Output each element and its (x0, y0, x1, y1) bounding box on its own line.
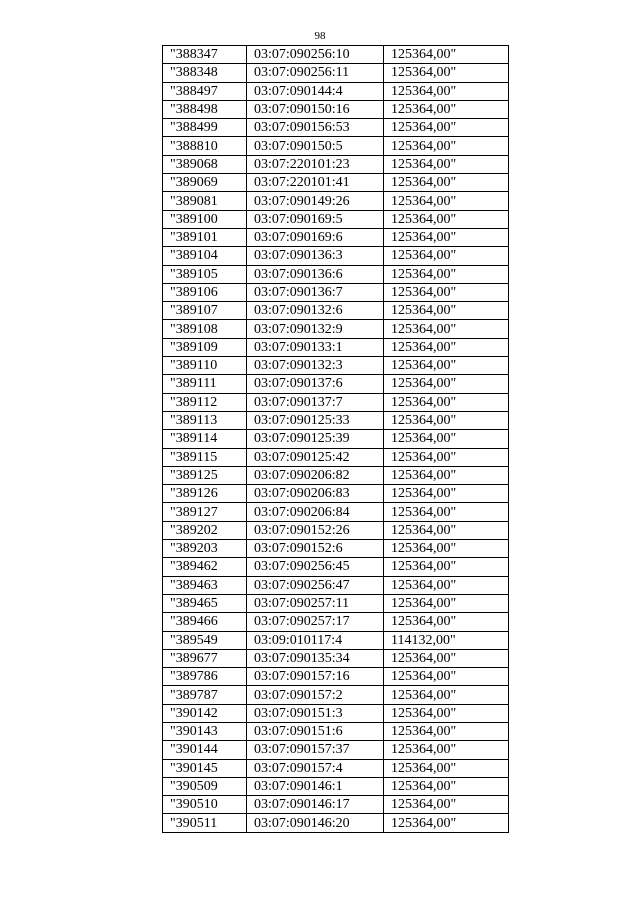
amount-cell: 125364,00" (384, 46, 509, 64)
cadastral-number-cell: 03:07:090146:17 (247, 796, 384, 814)
cadastral-number-cell: 03:07:090157:16 (247, 668, 384, 686)
table-row (163, 741, 509, 759)
amount-cell: 125364,00" (384, 247, 509, 265)
cadastral-number-cell: 03:07:090256:47 (247, 576, 384, 594)
record-id-cell: "389549 (163, 631, 247, 649)
table-row (163, 283, 509, 301)
record-id-cell: "389786 (163, 668, 247, 686)
table-row (163, 338, 509, 356)
record-id-cell: "389112 (163, 393, 247, 411)
amount-cell: 125364,00" (384, 668, 509, 686)
amount-cell: 125364,00" (384, 64, 509, 82)
record-id-cell: "389110 (163, 357, 247, 375)
record-id-cell: "389068 (163, 155, 247, 173)
table-row (163, 265, 509, 283)
cadastral-number-cell: 03:07:090169:5 (247, 210, 384, 228)
cadastral-number-cell: 03:07:090256:10 (247, 46, 384, 64)
cadastral-number-cell: 03:07:090136:3 (247, 247, 384, 265)
amount-cell: 125364,00" (384, 375, 509, 393)
cadastral-number-cell: 03:07:090157:2 (247, 686, 384, 704)
registry-table-body (163, 46, 509, 833)
record-id-cell: "389109 (163, 338, 247, 356)
record-id-cell: "389104 (163, 247, 247, 265)
cadastral-number-cell: 03:07:090136:7 (247, 283, 384, 301)
cadastral-number-cell: 03:07:090151:3 (247, 704, 384, 722)
amount-cell: 125364,00" (384, 228, 509, 246)
table-row (163, 704, 509, 722)
record-id-cell: "389100 (163, 210, 247, 228)
amount-cell: 125364,00" (384, 576, 509, 594)
record-id-cell: "388499 (163, 119, 247, 137)
table-row (163, 430, 509, 448)
record-id-cell: "389463 (163, 576, 247, 594)
amount-cell: 125364,00" (384, 466, 509, 484)
cadastral-number-cell: 03:07:090150:16 (247, 100, 384, 118)
amount-cell: 125364,00" (384, 320, 509, 338)
record-id-cell: "389677 (163, 649, 247, 667)
table-row (163, 814, 509, 832)
table-row (163, 393, 509, 411)
table-row (163, 247, 509, 265)
table-row (163, 576, 509, 594)
cadastral-number-cell: 03:07:090157:4 (247, 759, 384, 777)
amount-cell: 125364,00" (384, 485, 509, 503)
amount-cell: 125364,00" (384, 393, 509, 411)
cadastral-number-cell: 03:07:090150:5 (247, 137, 384, 155)
table-row (163, 558, 509, 576)
cadastral-number-cell: 03:07:090132:3 (247, 357, 384, 375)
cadastral-number-cell: 03:07:090257:17 (247, 613, 384, 631)
cadastral-number-cell: 03:07:090206:83 (247, 485, 384, 503)
amount-cell: 125364,00" (384, 796, 509, 814)
table-row (163, 228, 509, 246)
amount-cell: 125364,00" (384, 338, 509, 356)
table-row (163, 137, 509, 155)
cadastral-number-cell: 03:07:090133:1 (247, 338, 384, 356)
amount-cell: 125364,00" (384, 192, 509, 210)
amount-cell: 125364,00" (384, 210, 509, 228)
table-row (163, 100, 509, 118)
amount-cell: 125364,00" (384, 594, 509, 612)
record-id-cell: "389462 (163, 558, 247, 576)
cadastral-number-cell: 03:07:090125:39 (247, 430, 384, 448)
table-row (163, 649, 509, 667)
amount-cell: 125364,00" (384, 759, 509, 777)
table-row (163, 503, 509, 521)
cadastral-number-cell: 03:07:090136:6 (247, 265, 384, 283)
page-number: 98 (314, 30, 326, 42)
amount-cell: 125364,00" (384, 649, 509, 667)
amount-cell: 125364,00" (384, 283, 509, 301)
record-id-cell: "389106 (163, 283, 247, 301)
record-id-cell: "390143 (163, 722, 247, 740)
table-row (163, 210, 509, 228)
table-row (163, 357, 509, 375)
amount-cell: 114132,00" (384, 631, 509, 649)
table-row (163, 302, 509, 320)
amount-cell: 125364,00" (384, 613, 509, 631)
record-id-cell: "388348 (163, 64, 247, 82)
table-row (163, 686, 509, 704)
cadastral-number-cell: 03:07:090206:82 (247, 466, 384, 484)
amount-cell: 125364,00" (384, 411, 509, 429)
table-row (163, 759, 509, 777)
registry-table (162, 45, 509, 833)
table-row (163, 320, 509, 338)
table-row (163, 613, 509, 631)
record-id-cell: "388497 (163, 82, 247, 100)
record-id-cell: "390145 (163, 759, 247, 777)
cadastral-number-cell: 03:07:090256:11 (247, 64, 384, 82)
amount-cell: 125364,00" (384, 741, 509, 759)
table-row (163, 192, 509, 210)
cadastral-number-cell: 03:07:090169:6 (247, 228, 384, 246)
record-id-cell: "388498 (163, 100, 247, 118)
amount-cell: 125364,00" (384, 503, 509, 521)
cadastral-number-cell: 03:07:220101:23 (247, 155, 384, 173)
cadastral-number-cell: 03:07:090257:11 (247, 594, 384, 612)
amount-cell: 125364,00" (384, 448, 509, 466)
amount-cell: 125364,00" (384, 704, 509, 722)
record-id-cell: "389113 (163, 411, 247, 429)
record-id-cell: "389202 (163, 521, 247, 539)
record-id-cell: "389125 (163, 466, 247, 484)
record-id-cell: "389787 (163, 686, 247, 704)
record-id-cell: "389108 (163, 320, 247, 338)
table-row (163, 64, 509, 82)
table-row (163, 540, 509, 558)
table-row (163, 485, 509, 503)
record-id-cell: "390142 (163, 704, 247, 722)
record-id-cell: "389115 (163, 448, 247, 466)
record-id-cell: "389105 (163, 265, 247, 283)
record-id-cell: "388810 (163, 137, 247, 155)
cadastral-number-cell: 03:07:090152:6 (247, 540, 384, 558)
amount-cell: 125364,00" (384, 119, 509, 137)
cadastral-number-cell: 03:07:220101:41 (247, 174, 384, 192)
record-id-cell: "390510 (163, 796, 247, 814)
table-row (163, 722, 509, 740)
record-id-cell: "389127 (163, 503, 247, 521)
cadastral-number-cell: 03:07:090125:33 (247, 411, 384, 429)
cadastral-number-cell: 03:07:090132:9 (247, 320, 384, 338)
record-id-cell: "389465 (163, 594, 247, 612)
cadastral-number-cell: 03:07:090151:6 (247, 722, 384, 740)
table-row (163, 119, 509, 137)
cadastral-number-cell: 03:07:090157:37 (247, 741, 384, 759)
record-id-cell: "389126 (163, 485, 247, 503)
amount-cell: 125364,00" (384, 82, 509, 100)
record-id-cell: "389114 (163, 430, 247, 448)
cadastral-number-cell: 03:09:010117:4 (247, 631, 384, 649)
cadastral-number-cell: 03:07:090156:53 (247, 119, 384, 137)
amount-cell: 125364,00" (384, 540, 509, 558)
amount-cell: 125364,00" (384, 521, 509, 539)
record-id-cell: "389466 (163, 613, 247, 631)
table-row (163, 631, 509, 649)
table-row (163, 155, 509, 173)
record-id-cell: "390509 (163, 777, 247, 795)
amount-cell: 125364,00" (384, 265, 509, 283)
amount-cell: 125364,00" (384, 357, 509, 375)
cadastral-number-cell: 03:07:090137:6 (247, 375, 384, 393)
table-row (163, 375, 509, 393)
table-row (163, 594, 509, 612)
table-row (163, 82, 509, 100)
amount-cell: 125364,00" (384, 814, 509, 832)
record-id-cell: "389203 (163, 540, 247, 558)
amount-cell: 125364,00" (384, 686, 509, 704)
record-id-cell: "389069 (163, 174, 247, 192)
amount-cell: 125364,00" (384, 430, 509, 448)
record-id-cell: "390144 (163, 741, 247, 759)
table-row (163, 521, 509, 539)
amount-cell: 125364,00" (384, 558, 509, 576)
cadastral-number-cell: 03:07:090256:45 (247, 558, 384, 576)
amount-cell: 125364,00" (384, 174, 509, 192)
cadastral-number-cell: 03:07:090146:20 (247, 814, 384, 832)
amount-cell: 125364,00" (384, 100, 509, 118)
record-id-cell: "389107 (163, 302, 247, 320)
amount-cell: 125364,00" (384, 155, 509, 173)
table-row (163, 46, 509, 64)
table-row (163, 466, 509, 484)
record-id-cell: "389111 (163, 375, 247, 393)
amount-cell: 125364,00" (384, 777, 509, 795)
cadastral-number-cell: 03:07:090149:26 (247, 192, 384, 210)
cadastral-number-cell: 03:07:090146:1 (247, 777, 384, 795)
amount-cell: 125364,00" (384, 137, 509, 155)
cadastral-number-cell: 03:07:090144:4 (247, 82, 384, 100)
record-id-cell: "390511 (163, 814, 247, 832)
amount-cell: 125364,00" (384, 302, 509, 320)
record-id-cell: "389101 (163, 228, 247, 246)
table-row (163, 411, 509, 429)
amount-cell: 125364,00" (384, 722, 509, 740)
table-row (163, 796, 509, 814)
table-row (163, 174, 509, 192)
record-id-cell: "388347 (163, 46, 247, 64)
table-row (163, 777, 509, 795)
cadastral-number-cell: 03:07:090132:6 (247, 302, 384, 320)
cadastral-number-cell: 03:07:090206:84 (247, 503, 384, 521)
cadastral-number-cell: 03:07:090152:26 (247, 521, 384, 539)
cadastral-number-cell: 03:07:090137:7 (247, 393, 384, 411)
table-row (163, 448, 509, 466)
cadastral-number-cell: 03:07:090135:34 (247, 649, 384, 667)
table-row (163, 668, 509, 686)
cadastral-number-cell: 03:07:090125:42 (247, 448, 384, 466)
record-id-cell: "389081 (163, 192, 247, 210)
